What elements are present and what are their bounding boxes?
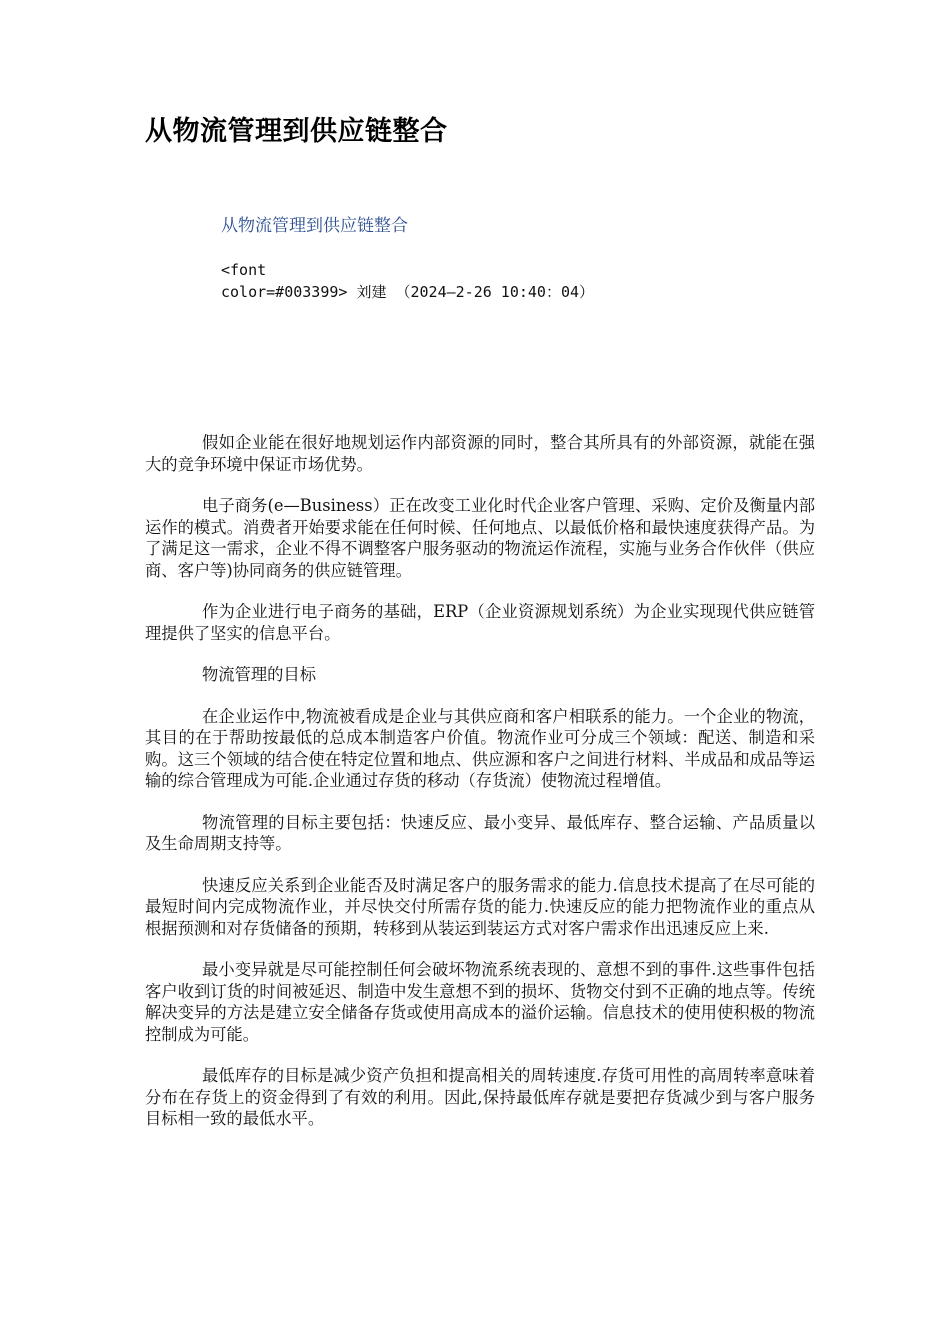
page-title: 从物流管理到供应链整合 (145, 116, 448, 147)
meta-line-2: color=#003399> 刘建 （2024—2-26 10:40：04） (221, 283, 595, 301)
paragraph: 在企业运作中,物流被看成是企业与其供应商和客户相联系的能力。一个企业的物流，其目的在于帮助按最低的总成本制造客户价值。物流作业可分成三个领域：配送、制造和采购。这三个领域的结合使在特定位置和地点、供应源和客户之间进行材料、半成品和成品等运输的综合管理成为可能.企业通过存货的移动（存货流）使物流过程增值。 (145, 706, 815, 790)
section-heading: 物流管理的目标 (202, 665, 316, 684)
article-meta (221, 259, 594, 303)
paragraph: 物流管理的目标主要包括：快速反应、最小变异、最低库存、整合运输、产品质量以及生命周期支持等。 (145, 812, 815, 853)
meta-line-1: <font (221, 261, 267, 279)
article-body (145, 432, 815, 1150)
paragraph: 快速反应关系到企业能否及时满足客户的服务需求的能力.信息技术提高了在尽可能的最短时间内完成物流作业，并尽快交付所需存货的能力.快速反应的能力把物流作业的重点从根据预测和对存货储备的预期，转移到从装运到装运方式对客户需求作出迅速反应上来. (145, 875, 815, 938)
paragraph: 作为企业进行电子商务的基础，ERP（企业资源规划系统）为企业实现现代供应链管理提供了坚实的信息平台。 (145, 602, 815, 643)
paragraph: 假如企业能在很好地规划运作内部资源的同时，整合其所具有的外部资源，就能在强大的竞争环境中保证市场优势。 (145, 433, 815, 474)
paragraph: 最小变异就是尽可能控制任何会破坏物流系统表现的、意想不到的事件.这些事件包括客户收到订货的时间被延迟、制造中发生意想不到的损坏、货物交付到不正确的地点等。传统解决变异的方法是建立安全储备存货或使用高成本的溢价运输。信息技术的使用使积极的物流控制成为可能。 (145, 960, 815, 1044)
paragraph: 电子商务(e—Business）正在改变工业化时代企业客户管理、采购、定价及衡量内部运作的模式。消费者开始要求能在任何时候、任何地点、以最低价格和最快速度获得产品。为了满足这一需求，企业不得不调整客户服务驱动的物流运作流程，实施与业务合作伙伴（供应商、客户等)协同商务的供应链管理。 (145, 496, 815, 580)
paragraph: 最低库存的目标是减少资产负担和提高相关的周转速度.存货可用性的高周转率意味着分布在存货上的资金得到了有效的利用。因此,保持最低库存就是要把存货减少到与客户服务目标相一致的最低水平。 (145, 1066, 815, 1128)
article-subtitle: 从物流管理到供应链整合 (221, 216, 408, 236)
